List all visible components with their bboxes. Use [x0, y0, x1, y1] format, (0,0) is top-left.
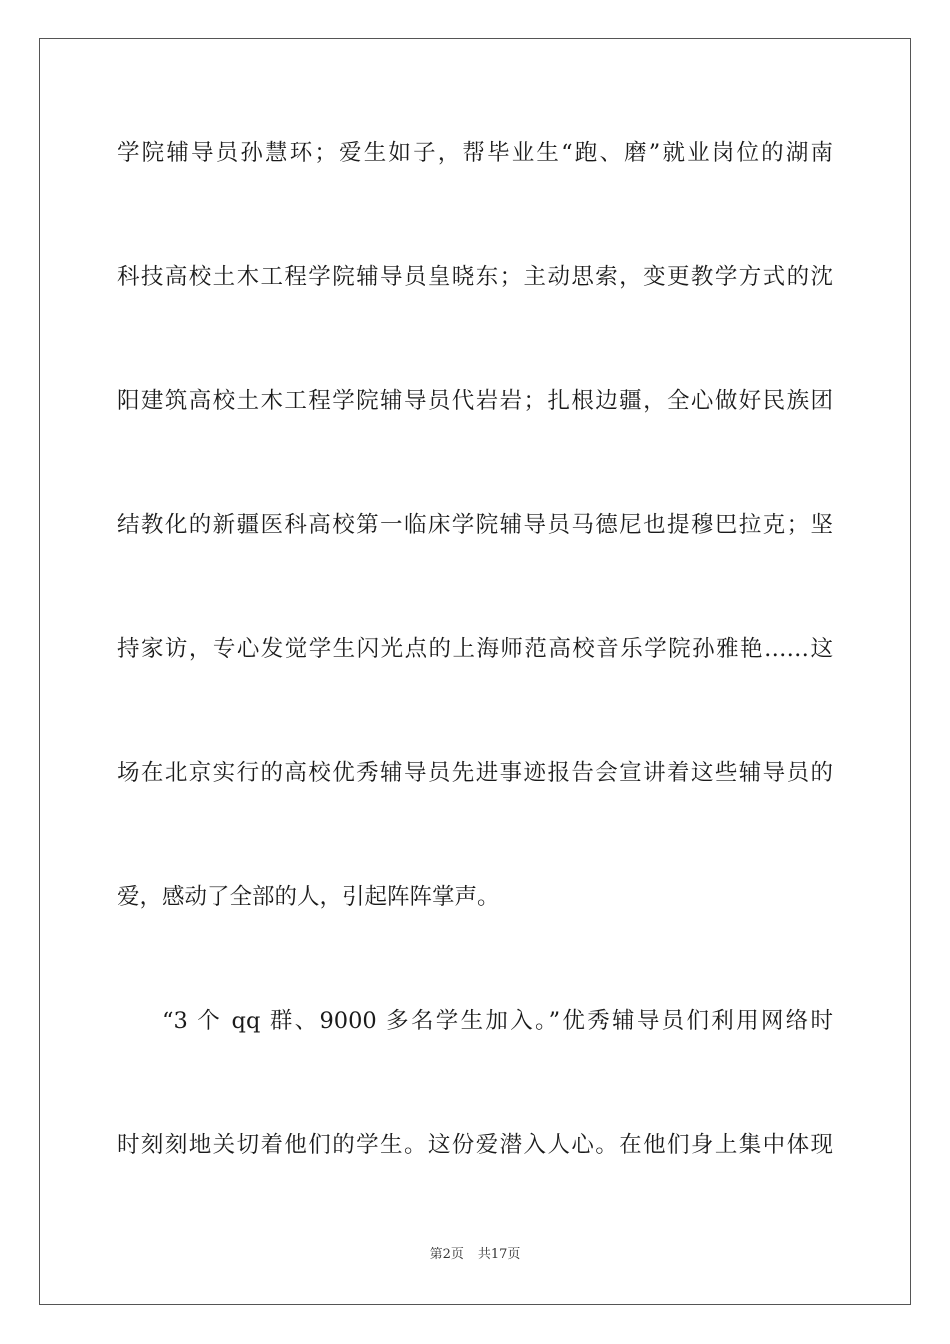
- text-line: 科技高校土木工程学院辅导员皇晓东；主动思索，变更教学方式的沈: [117, 264, 833, 290]
- text-line: 学院辅导员孙慧环；爱生如子，帮毕业生“跑、磨”就业岗位的湖南: [117, 140, 833, 166]
- page-footer: [0, 1245, 950, 1265]
- text-line: 阳建筑高校土木工程学院辅导员代岩岩；扎根边疆，全心做好民族团: [117, 388, 833, 414]
- text-line: 爱，感动了全部的人，引起阵阵掌声。: [117, 884, 500, 910]
- page-total: 共17页: [477, 1247, 521, 1262]
- paragraph-first-line: “3 个 qq 群、9000 多名学生加入。”优秀辅导员们利用网络时: [162, 1008, 833, 1034]
- text-line: 持家访，专心发觉学生闪光点的上海师范高校音乐学院孙雅艳……这: [117, 636, 833, 662]
- text-line: 场在北京实行的高校优秀辅导员先进事迹报告会宣讲着这些辅导员的: [117, 760, 833, 786]
- text-line: 结教化的新疆医科高校第一临床学院辅导员马德尼也提穆巴拉克；坚: [117, 512, 833, 538]
- page-border: [39, 38, 911, 1305]
- text-line: 时刻刻地关切着他们的学生。这份爱潜入人心。在他们身上集中体现: [117, 1132, 833, 1158]
- page-number: 第2页: [429, 1247, 464, 1262]
